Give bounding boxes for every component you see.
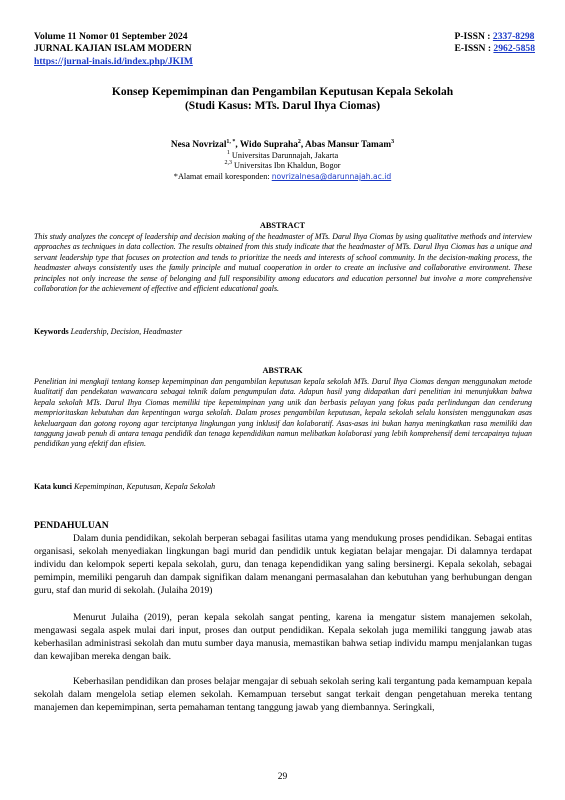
affiliation-2-text: Universitas Ibn Khaldun, Bogor	[231, 161, 341, 170]
corresponding-email-line	[40, 172, 525, 182]
pissn-line	[455, 31, 536, 43]
affiliation-1	[40, 151, 525, 161]
email-label: *Alamat email koresponden:	[173, 172, 272, 181]
journal-url-link[interactable]: https://jurnal-inais.id/index.php/JKIM	[34, 55, 193, 67]
abstrak-text: Penelitian ini mengkaji tentang konsep kepemimpinan dan pengambilan keputusan kepala sekolah MTs. Darul Ihya Ciomas dengan menggunakan metode kualitatif dan pendekatan wawancara sebagai teknik dalam pengumpulan data. Adapun hasil yang didapatkan dari penelitian ini menunjukkan bahwa kepala sekolah MTs. Darul Ihya Ciomas memiliki tipe kepemimpinan yang unik dan berbasis pelayan yang fokus pada perlindungan dan cenderung memprioritaskan kebutuhan dan kepentingan warga sekolah. Dalam proses pengambilan keputusan, kepala sekolah selalu konsisten menggunakan asas kekeluargaan dan gotong royong agar terciptanya lingkungan yang inklusif dan kolaboratif. Asas-asas ini bukan hanya meningkatkan rasa memiliki dan tanggung jawab penuh di antara tenaga pendidik dan tenaga kependidikan namun melibatkan kolaborasi yang lebih komprehensif demi tercapainya tujuan pendidikan yang efektif dan efisien.	[34, 377, 532, 449]
author-separator: ,	[300, 140, 305, 150]
paragraph-text: Keberhasilan pendidikan dan proses belajar mengajar di sebuah sekolah sering kali tergantung pada kemampuan kepala sekolah dalam mengelola setiap elemen sekolah. Kemampuan tersebut sangat terkait dengan pengetahuan mereka tentang manajemen dan kepemimpinan, serta pemahaman tentang tanggung jawab yang diembannya. Seringkali,	[34, 676, 532, 714]
eissn-line	[455, 43, 536, 55]
author-3: Abas Mansur Tamam	[305, 140, 392, 150]
paragraph-text: Menurut Julaiha (2019), peran kepala sekolah sangat penting, karena ia mengatur sistem manajemen sekolah, mengawasi segala aspek mulai dari input, proses dan output pendidikan. Kepala sekolah juga memiliki tanggung jawab atas keberhasilan administrasi sekolah dan mutu sumber daya manusia, memastikan bahwa setiap individu mampu menjalankan tugas dan kewajiban mereka dengan baik.	[34, 612, 532, 663]
affiliation-1-text: Universitas Darunnajah, Jakarta	[229, 151, 339, 160]
journal-header-left	[34, 31, 193, 68]
affiliation-2	[40, 161, 525, 171]
journal-name: JURNAL KAJIAN ISLAM MODERN	[34, 43, 192, 55]
email-link[interactable]: novrizalnesa@darunnajah.ac.id	[271, 172, 392, 181]
author-1: Nesa Novrizal	[170, 140, 227, 150]
author-separator: ,	[235, 140, 240, 150]
keywords-text: Leadership, Decision, Headmaster	[68, 327, 183, 336]
abstract-heading: ABSTRACT	[259, 221, 306, 230]
abstract-text: This study analyzes the concept of leadership and decision making of the headmaster of MTs. Darul Ihya Ciomas by using qualitative methods and interview approaches as techniques in data collection. The results obtained from this study indicate that the headmaster of MTs. Darul Ihya Ciomas has a unique and servant leadership type that focuses on protection and tends to prioritize the needs and interests of school community. In the decision-making process, the headmaster always consistently uses the family principle and mutual cooperation in order to create an inclusive and collaborative environment. These principles not only increase the sense of belonging and full responsibility among educators and education personnel but involve a more comprehensive collaboration for the achievement of effective and efficient educational goals.	[34, 232, 532, 294]
author-3-affiliation: 3	[391, 138, 395, 145]
page-number: 29	[277, 772, 288, 782]
title-line-1: Konsep Kepemimpinan dan Pengambilan Keputusan Kepala Sekolah	[111, 86, 454, 98]
section-heading-pendahuluan: PENDAHULUAN	[34, 520, 109, 531]
affiliation-1-marker: 1	[226, 150, 230, 157]
author-list	[40, 139, 525, 151]
pissn-label: P-ISSN :	[454, 31, 493, 42]
abstrak-heading: ABSTRAK	[262, 366, 303, 375]
pissn-link[interactable]: 2337-8298	[492, 31, 535, 42]
body-paragraph-2	[34, 611, 532, 663]
journal-header-right	[455, 31, 536, 56]
author-2-affiliation: 2	[297, 138, 301, 145]
keywords-label: Keywords	[34, 327, 69, 336]
author-2: Wido Supraha	[239, 140, 298, 150]
affiliation-2-marker: 2,3	[224, 160, 232, 167]
keywords-line	[34, 327, 182, 337]
eissn-label: E-ISSN :	[454, 43, 494, 55]
paper-title	[40, 85, 525, 113]
title-line-2: (Studi Kasus: MTs. Darul Ihya Ciomas)	[184, 100, 381, 112]
kata-kunci-line	[34, 482, 215, 492]
kata-kunci-text: Kepemimpinan, Keputusan, Kepala Sekolah	[72, 482, 216, 491]
volume-info: Volume 11 Nomor 01 September 2024	[34, 31, 188, 42]
author-1-affiliation: 1, *	[226, 138, 236, 145]
kata-kunci-label: Kata kunci	[34, 482, 73, 491]
paragraph-text: Dalam dunia pendidikan, sekolah berperan sebagai fasilitas utama yang mendukung proses pendidikan. Sebagai entitas organisasi, sekolah menyediakan lingkungan bagi murid dan pendidik untuk kegiatan belajar mengajar. Di dalamnya terdapat individu dan kelompok seperti kepala sekolah, guru, dan tenaga kependidikan yang saling bersinergi. Kepala sekolah, sebagai pemimpin, memiliki pengaruh dan dampak signifikan dalam menangani permasalahan dan kebutuhan yang berhubungan dengan guru, staf dan murid di sekolah. (Julaiha 2019)	[34, 533, 532, 597]
eissn-link[interactable]: 2962-5858	[493, 43, 535, 55]
body-paragraph-3	[34, 675, 532, 714]
body-paragraph-1	[34, 532, 532, 597]
